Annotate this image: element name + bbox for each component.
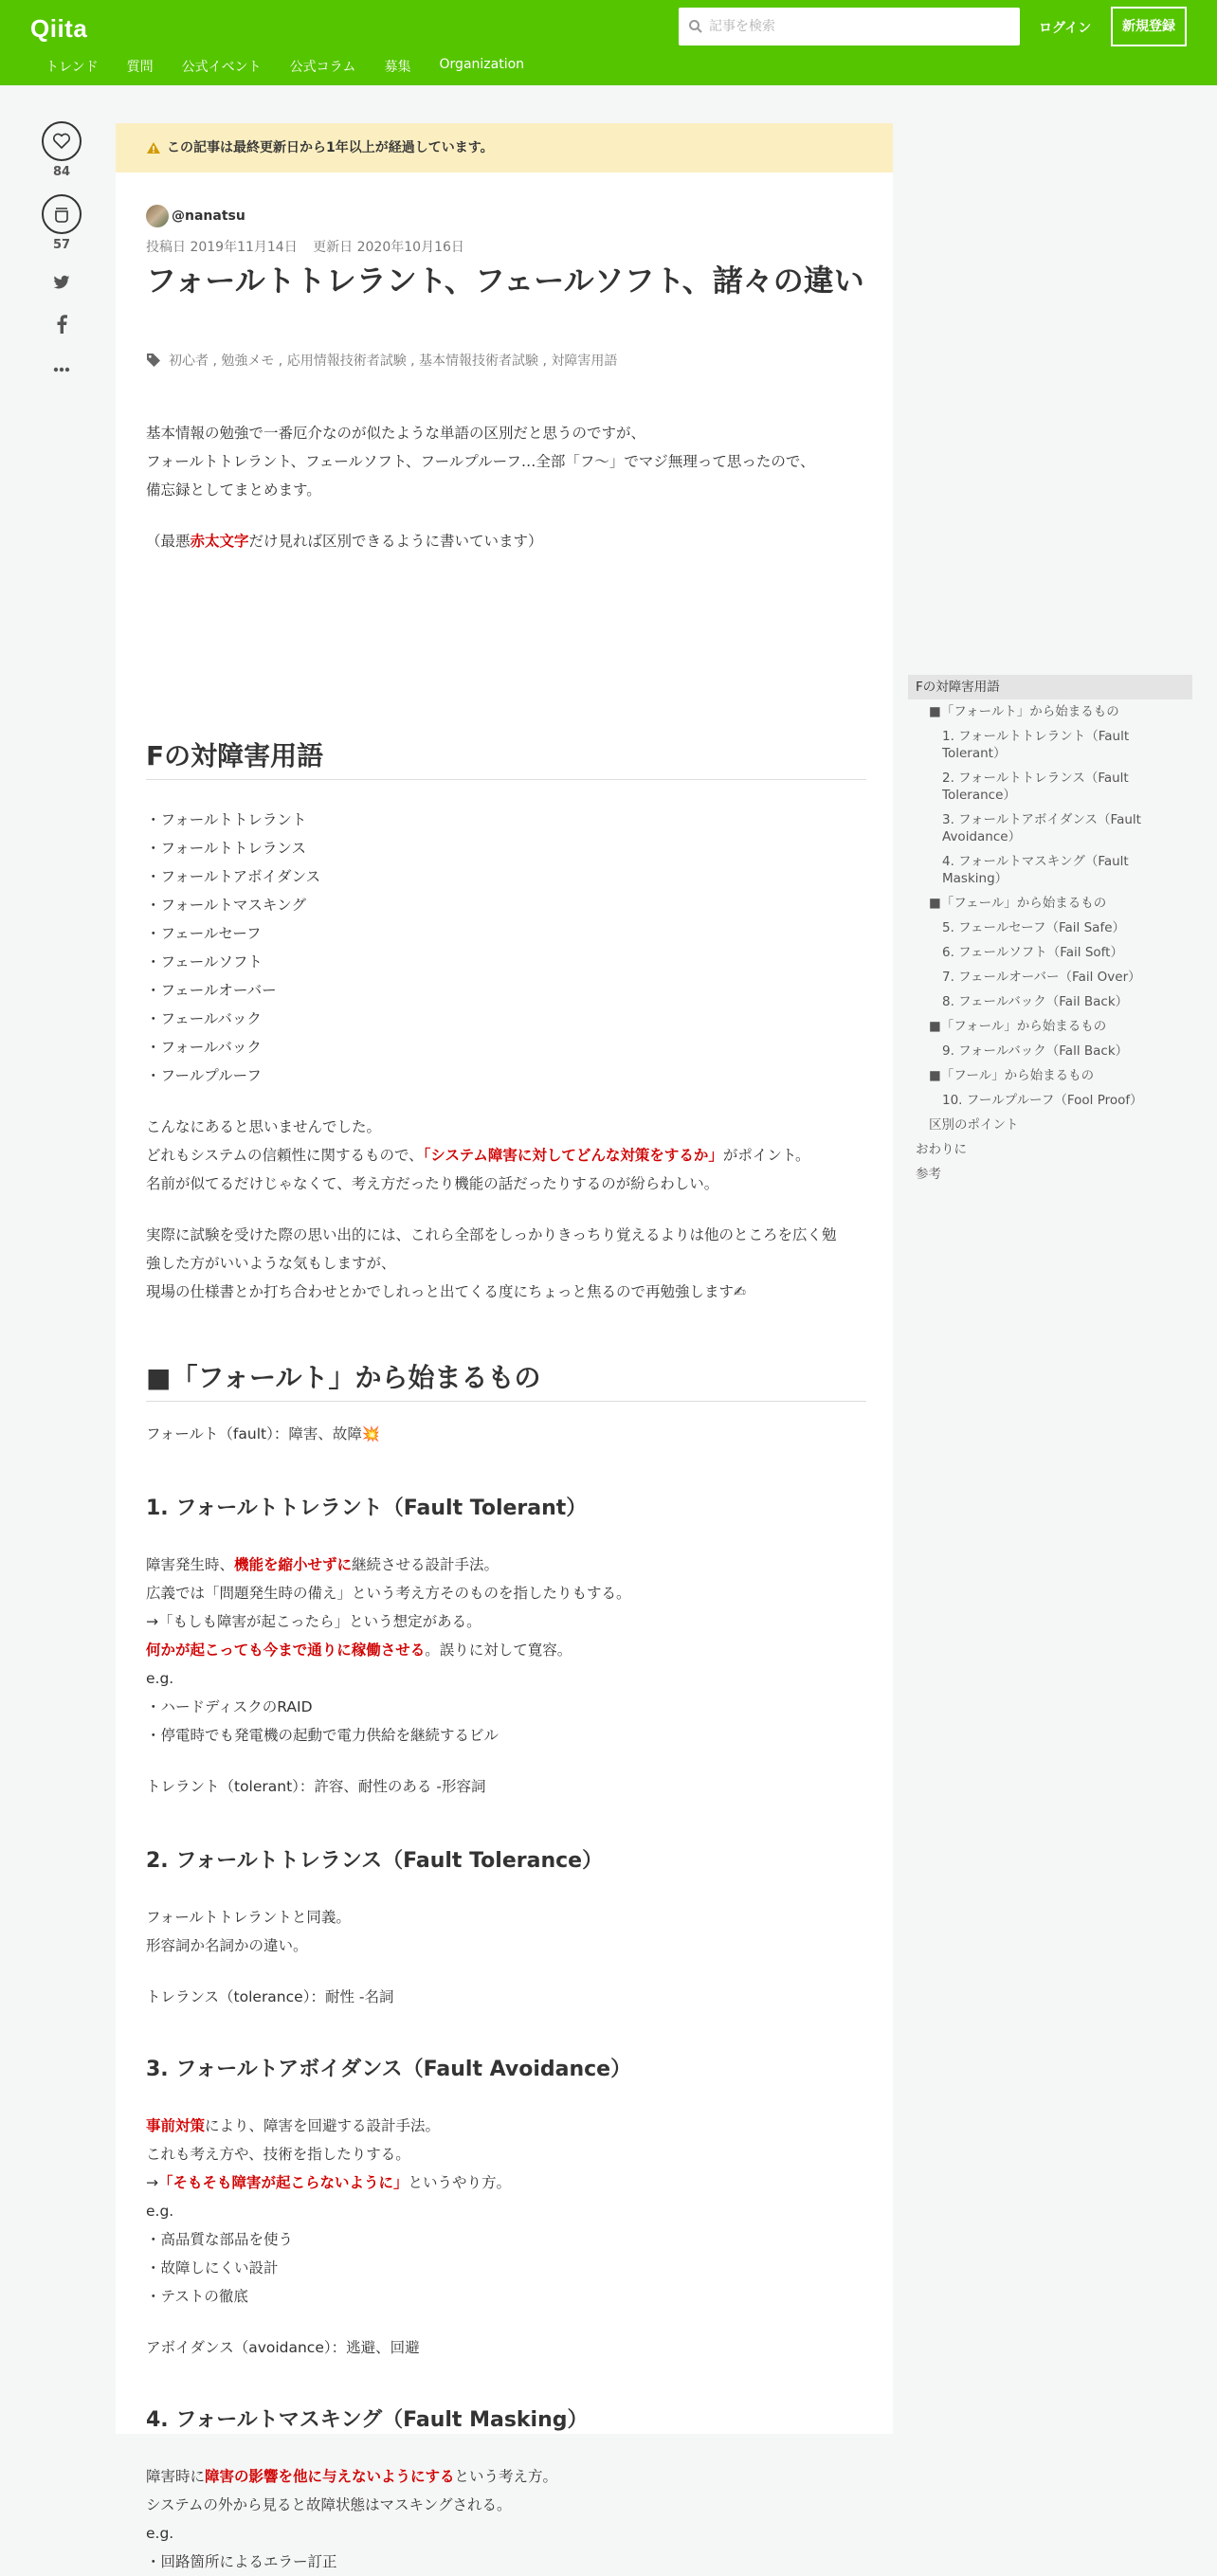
section-heading-fault: ■「フォールト」から始まるもの <box>146 1359 866 1402</box>
toc-item[interactable]: 3. フォールトアボイダンス（Fault Avoidance） <box>942 812 1141 844</box>
toc-item[interactable]: 8. フェールバック（Fail Back） <box>942 994 1129 1009</box>
list-item: ・フールプルーフ <box>146 1067 262 1084</box>
list-item: ・フェールソフト <box>146 953 263 971</box>
toc-item[interactable]: Fの対障害用語 <box>908 675 1192 699</box>
global-nav <box>45 57 553 76</box>
article-meta <box>146 205 866 256</box>
list-item: ・フォールトマスキング <box>146 897 306 914</box>
paragraph: こんなにあると思いませんでした。 どれもシステムの信頼性に関するもので、「システム障害に対してどんな対策をするか」がポイント。 名前が似てるだけじゃなくて、考え方だったり機能の話だったりするのが紛らわしい。 <box>146 1118 810 1192</box>
toc-item[interactable]: 2. フォールトトレランス（Fault Tolerance） <box>942 771 1129 803</box>
nav-organization[interactable]: Organization <box>439 57 525 72</box>
search-input[interactable] <box>709 8 1012 45</box>
notice-text: この記事は最終更新日から1年以上が経過しています。 <box>167 140 494 155</box>
search-box[interactable] <box>679 8 1020 45</box>
toc-item[interactable]: ■「フォールト」から始まるもの <box>929 704 1119 719</box>
twitter-share-button[interactable] <box>42 275 82 294</box>
author-name[interactable]: @nanatsu <box>172 209 245 224</box>
list-item: ・フェールセーフ <box>146 925 262 942</box>
paragraph: 事前対策により、障害を回避する設計手法。 これも考え方や、技術を指したりする。 →「そもそも障害が起こらないように」というやり方。 e.g. ・高品質な部品を使う ・故障しにくい設計 ・テストの徹底 <box>146 2117 512 2305</box>
header <box>0 0 1217 85</box>
toc-item[interactable]: 区別のポイント <box>929 1117 1019 1133</box>
facebook-share-button[interactable] <box>42 315 82 337</box>
paragraph: トレラント（tolerant）：許容、耐性のある -形容詞 <box>146 1778 486 1795</box>
more-options-button[interactable] <box>42 358 82 376</box>
list-item: ・フェールバック <box>146 1010 262 1027</box>
paragraph: フォールト（fault）：障害、故障💥 <box>146 1425 381 1442</box>
toc-item[interactable]: 5. フェールセーフ（Fail Safe） <box>942 920 1126 935</box>
subheading-fault-masking: 4. フォールトマスキング（Fault Masking） <box>146 2408 589 2432</box>
terms-list <box>146 806 866 1090</box>
login-link[interactable]: ログイン <box>1039 21 1092 36</box>
posted-date: 投稿日 2019年11月14日 <box>146 240 298 255</box>
toc-item[interactable]: ■「フール」から始まるもの <box>929 1068 1095 1083</box>
subheading-fault-tolerance: 2. フォールトトレランス（Fault Tolerance） <box>146 1849 604 1873</box>
nav-official-columns[interactable]: 公式コラム <box>289 60 356 75</box>
toc-item[interactable]: 参考 <box>916 1167 941 1182</box>
list-item: ・フェールオーバー <box>146 982 277 999</box>
like-count: 84 <box>52 165 71 179</box>
outdated-notice <box>116 123 893 172</box>
table-of-contents <box>908 675 1192 1187</box>
heart-icon <box>52 133 71 150</box>
paragraph: 実際に試験を受けた際の思い出的には、これら全部をしっかりきっちり覚えるよりは他のところを広く勉 強した方がいいような気もしますが、 現場の仕様書とか打ち合わせとかでしれっと出てくる度にちょっと焦るので再勉強します✍ <box>146 1226 837 1300</box>
paragraph: アボイダンス（avoidance）：逃避、回避 <box>146 2339 420 2356</box>
stock-count: 57 <box>52 238 71 252</box>
signup-button[interactable]: 新規登録 <box>1111 7 1187 46</box>
list-item: ・フォールトトレランス <box>146 840 306 857</box>
subheading-fault-tolerant: 1. フォールトトレラント（Fault Tolerant） <box>146 1497 588 1520</box>
intro-paragraph <box>146 419 866 504</box>
list-item: ・フォールバック <box>146 1039 262 1056</box>
tag-icon <box>146 353 161 368</box>
warning-icon <box>146 141 161 154</box>
toc-item[interactable]: 6. フェールソフト（Fail Soft） <box>942 945 1123 960</box>
toc-item[interactable]: ■「フェール」から始まるもの <box>929 896 1107 911</box>
avatar[interactable] <box>146 205 169 227</box>
paragraph: トレランス（tolerance）：耐性 -名詞 <box>146 1988 394 2005</box>
nav-questions[interactable]: 質問 <box>126 60 154 75</box>
subheading-fault-avoidance: 3. フォールトアボイダンス（Fault Avoidance） <box>146 2058 632 2081</box>
section-heading-terms: Fの対障害用語 <box>146 737 866 780</box>
list-item: ・フォールトトレラント <box>146 811 307 828</box>
nav-recruit[interactable]: 募集 <box>384 60 411 75</box>
paragraph: 障害発生時、機能を縮小せずに継続させる設計手法。 広義では「問題発生時の備え」という考え方そのものを指したりもする。 →「もしも障害が起こったら」という想定がある。 何かが起こっても今まで通りに稼働させる。誤りに対して寛容。 e.g. ・ハードディスクのRAID ・停電時でも発電機の起動で電力供給を継続するビル <box>146 1556 631 1744</box>
tag-list <box>146 351 617 370</box>
facebook-icon <box>56 315 67 334</box>
qiita-logo[interactable]: Qiita <box>30 14 88 43</box>
search-icon <box>688 19 703 34</box>
paragraph: 障害時に障害の影響を他に与えないようにするという考え方。 システムの外から見ると故障状態はマスキングされる。 e.g. ・回路箇所によるエラー訂正 <box>146 2468 558 2570</box>
paragraph: フォールトトレラントと同義。 形容詞か名詞かの違い。 <box>146 1909 351 1954</box>
stock-icon <box>53 205 70 224</box>
toc-item[interactable]: 9. フォールバック（Fall Back） <box>942 1043 1129 1059</box>
article-title: フォールトトレラント、フェールソフト、諸々の違い <box>146 263 864 299</box>
nav-trend[interactable]: トレンド <box>45 60 99 75</box>
toc-item[interactable]: おわりに <box>916 1142 967 1157</box>
like-button[interactable] <box>42 121 82 161</box>
toc-item[interactable]: 7. フェールオーバー（Fail Over） <box>942 970 1141 985</box>
twitter-icon <box>53 275 70 290</box>
toc-item[interactable]: 4. フォールトマスキング（Fault Masking） <box>942 854 1129 886</box>
toc-item[interactable]: ■「フォール」から始まるもの <box>929 1019 1107 1034</box>
intro-line: 備忘録としてまとめます。 <box>146 481 321 499</box>
toc-item[interactable]: 1. フォールトトレラント（Fault Tolerant） <box>942 729 1130 761</box>
updated-date: 更新日 2020年10月16日 <box>313 240 464 255</box>
more-horizontal-icon <box>53 367 70 372</box>
article <box>116 123 893 2570</box>
list-item: ・フォールトアボイダンス <box>146 868 321 885</box>
article-actions <box>42 121 83 376</box>
nav-official-events[interactable]: 公式イベント <box>181 60 262 75</box>
toc-item[interactable]: 10. フールプルーフ（Fool Proof） <box>942 1093 1143 1108</box>
tags-text[interactable]: 初心者 , 勉強メモ , 応用情報技術者試験 , 基本情報技術者試験 , 対障害用語 <box>169 354 618 369</box>
intro-line: フォールトトレラント、フェールソフト、フールプルーフ…全部「フ～」でマジ無理って思ったので、 <box>146 453 815 470</box>
intro-line: 基本情報の勉強で一番厄介なのが似たような単語の区別だと思うのですが、 <box>146 425 646 442</box>
stock-button[interactable] <box>42 194 82 234</box>
note-paragraph: （最悪赤太文字だけ見れば区別できるように書いています） <box>146 533 543 550</box>
